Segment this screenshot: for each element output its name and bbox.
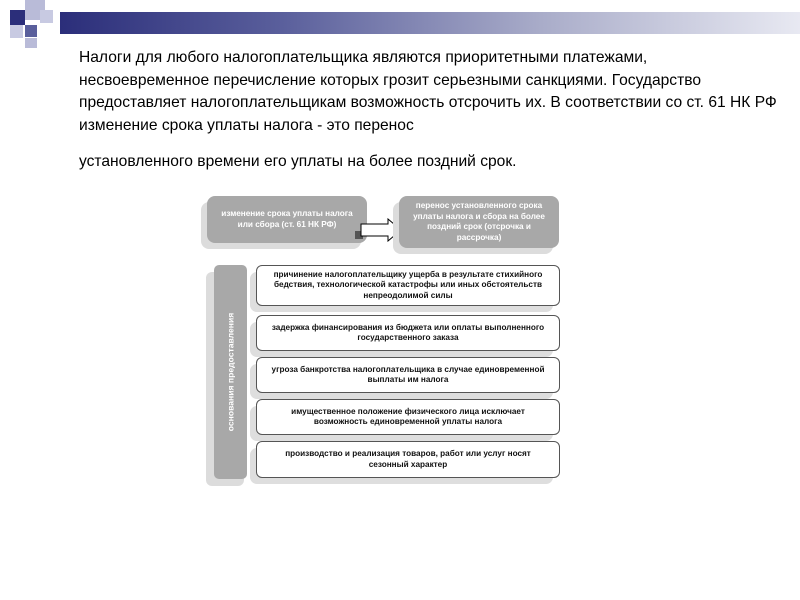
- ground-text: производство и реализация товаров, работ или услуг носят сезонный характер: [285, 449, 531, 469]
- diagram-left-box: [207, 196, 367, 243]
- decor-square-navy: [25, 25, 37, 37]
- arrow-right-icon: [360, 218, 402, 242]
- ground-item: [256, 357, 560, 393]
- decor-square-lavender: [25, 38, 37, 48]
- ground-text: имущественное положение физического лица исключает возможность единовременной уплаты налога: [291, 406, 525, 426]
- decor-square-lavender: [10, 25, 23, 38]
- ground-item: [256, 441, 560, 478]
- header-banner: [60, 12, 800, 34]
- intro-paragraph: Налоги для любого налогоплательщика являются приоритетными платежами, несвоевременное перечисление которых грозит серьезными санкциями. Государство предоставляет налогоплательщикам возможность отсрочить их. В соответствии со ст. 61 НК РФ изменение срока уплаты налога - это перенос: [79, 49, 777, 134]
- ground-text: задержка финансирования из бюджета или оплаты выполненного государственного заказа: [271, 322, 545, 342]
- vertical-label-wrap: [214, 265, 247, 479]
- ground-text: угроза банкротства налогоплательщика в случае единовременной выплаты им налога: [271, 364, 545, 384]
- ground-text: причинение налогоплательщику ущерба в результате стихийного бедствия, технологической катастрофы или иных обстоятельств непреодолимой силы: [273, 269, 543, 300]
- ground-item: [256, 315, 560, 351]
- ground-item: [256, 399, 560, 435]
- intro-continuation: установленного времени его уплаты на более поздний срок.: [79, 153, 517, 170]
- left-box-text: изменение срока уплаты налога или сбора (ст. 61 НК РФ): [221, 209, 353, 229]
- diagram-right-box: [399, 196, 559, 248]
- vertical-label: основания предоставления: [225, 312, 236, 432]
- decor-square-navy: [10, 10, 25, 25]
- right-box-text: перенос установленного срока уплаты налога и сбора на более поздний срок (отсрочка и рассрочка): [413, 201, 545, 242]
- ground-item: [256, 265, 560, 306]
- decor-square-lavender: [40, 10, 53, 23]
